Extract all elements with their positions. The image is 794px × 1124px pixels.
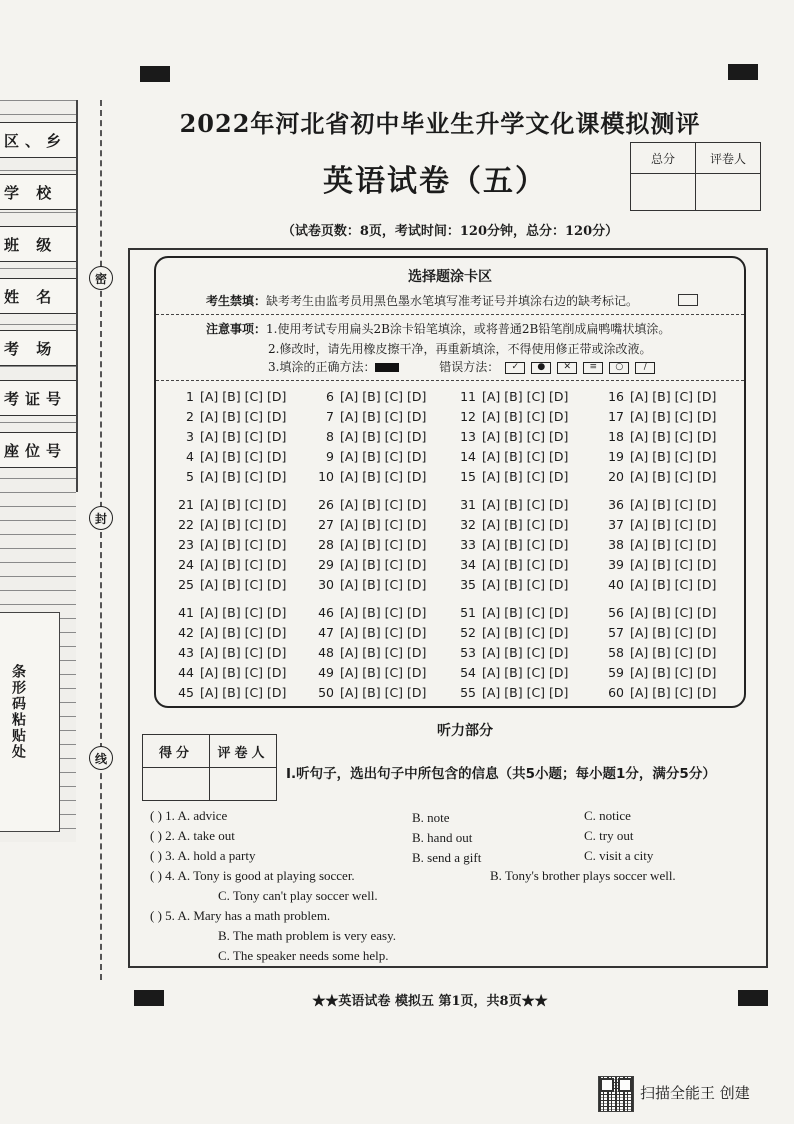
answer-options[interactable]: [A] [B] [C] [D] xyxy=(482,408,569,424)
answer-number: 17 xyxy=(608,408,624,424)
answer-number: 60 xyxy=(608,684,624,700)
grader-cell[interactable] xyxy=(210,768,277,801)
answer-number: 38 xyxy=(608,536,624,552)
answer-row[interactable] xyxy=(314,602,426,622)
answer-number: 40 xyxy=(608,576,624,592)
question-number: 2. xyxy=(165,828,175,843)
answer-number: 41 xyxy=(178,604,194,620)
answer-bracket[interactable]: ( ) xyxy=(150,848,162,863)
answer-row[interactable] xyxy=(314,622,426,642)
answer-row[interactable] xyxy=(174,622,286,642)
answer-row[interactable] xyxy=(314,682,426,702)
binding-line xyxy=(100,100,102,980)
q3-option-b: B. send a gift xyxy=(412,850,482,865)
answer-row[interactable] xyxy=(604,446,716,466)
answer-row[interactable] xyxy=(314,426,426,446)
option-a: A. Tony is good at playing soccer. xyxy=(177,868,355,883)
option-a: A. take out xyxy=(177,828,235,843)
answer-row[interactable] xyxy=(456,386,568,406)
answer-options[interactable]: [A] [B] [C] [D] xyxy=(340,684,427,700)
answer-row[interactable] xyxy=(456,446,568,466)
answer-options[interactable]: [A] [B] [C] [D] xyxy=(482,684,569,700)
answer-row[interactable] xyxy=(314,514,426,534)
correct-fill-sample xyxy=(375,363,399,372)
answer-number: 19 xyxy=(608,448,624,464)
seal-xian: 线 xyxy=(89,746,113,770)
field-seat-number[interactable]: 座位号 xyxy=(0,432,76,468)
answer-options[interactable]: [A] [B] [C] [D] xyxy=(482,448,569,464)
answer-row[interactable] xyxy=(314,534,426,554)
answer-options[interactable]: [A] [B] [C] [D] xyxy=(200,624,287,640)
answer-number: 53 xyxy=(460,644,476,660)
answer-number: 32 xyxy=(460,516,476,532)
answer-number: 16 xyxy=(608,388,624,404)
notes-line-1 xyxy=(206,320,670,337)
field-exam-room[interactable]: 考 场 xyxy=(0,330,76,366)
answer-number: 30 xyxy=(318,576,334,592)
answer-column xyxy=(174,602,286,702)
option-a: A. hold a party xyxy=(177,848,256,863)
answer-row[interactable] xyxy=(456,602,568,622)
answer-bracket[interactable]: ( ) xyxy=(150,828,162,843)
answer-number: 48 xyxy=(318,644,334,660)
answer-options[interactable]: [A] [B] [C] [D] xyxy=(482,664,569,680)
answer-options[interactable]: [A] [B] [C] [D] xyxy=(340,536,427,552)
answer-row[interactable] xyxy=(604,426,716,446)
answer-options[interactable]: [A] [B] [C] [D] xyxy=(340,516,427,532)
answer-number: 3 xyxy=(186,428,194,444)
answer-row[interactable] xyxy=(456,426,568,446)
answer-row[interactable] xyxy=(174,554,286,574)
answer-row[interactable] xyxy=(604,554,716,574)
registration-mark-top-right xyxy=(728,64,758,80)
answer-number: 25 xyxy=(178,576,194,592)
answer-row[interactable] xyxy=(456,494,568,514)
answer-number: 49 xyxy=(318,664,334,680)
q2-option-b: B. hand out xyxy=(412,830,473,845)
answer-number: 37 xyxy=(608,516,624,532)
answer-options[interactable]: [A] [B] [C] [D] xyxy=(630,468,717,484)
answer-options[interactable]: [A] [B] [C] [D] xyxy=(482,388,569,404)
answer-options[interactable]: [A] [B] [C] [D] xyxy=(340,556,427,572)
q1-stem[interactable] xyxy=(150,808,227,824)
answer-row[interactable] xyxy=(174,602,286,622)
answer-number: 57 xyxy=(608,624,624,640)
page-footer: ★★英语试卷 模拟五 第1页，共8页★★ xyxy=(312,994,548,1009)
question-number: 5. xyxy=(165,908,175,923)
answer-number: 23 xyxy=(178,536,194,552)
answer-number: 54 xyxy=(460,664,476,680)
answer-row[interactable] xyxy=(174,514,286,534)
answer-number: 4 xyxy=(186,448,194,464)
answer-row[interactable] xyxy=(604,642,716,662)
answer-row[interactable] xyxy=(604,534,716,554)
answer-row[interactable] xyxy=(604,622,716,642)
answer-row[interactable] xyxy=(456,622,568,642)
answer-column xyxy=(456,602,568,702)
answer-options[interactable]: [A] [B] [C] [D] xyxy=(630,536,717,552)
answer-row[interactable] xyxy=(314,406,426,426)
answer-options[interactable]: [A] [B] [C] [D] xyxy=(482,624,569,640)
notes-line-2: 2.修改时，请先用橡皮擦干净，再重新填涂，不得使用修正带或涂改液。 xyxy=(268,342,652,356)
answer-column xyxy=(456,494,568,594)
answer-row[interactable] xyxy=(314,446,426,466)
answer-options[interactable]: [A] [B] [C] [D] xyxy=(482,576,569,592)
answer-row[interactable] xyxy=(174,406,286,426)
q2-option-c: C. try out xyxy=(584,828,634,843)
option-a: A. advice xyxy=(177,808,228,823)
answer-column xyxy=(314,602,426,702)
answer-options[interactable]: [A] [B] [C] [D] xyxy=(630,496,717,512)
answer-options[interactable]: [A] [B] [C] [D] xyxy=(340,644,427,660)
registration-mark-bottom-right xyxy=(738,990,768,1006)
answer-options[interactable]: [A] [B] [C] [D] xyxy=(200,448,287,464)
answer-options[interactable]: [A] [B] [C] [D] xyxy=(200,468,287,484)
answer-options[interactable]: [A] [B] [C] [D] xyxy=(340,408,427,424)
answer-number: 7 xyxy=(326,408,334,424)
answer-number: 2 xyxy=(186,408,194,424)
total-score-table xyxy=(630,142,761,211)
question-number: 4. xyxy=(165,868,175,883)
answer-number: 20 xyxy=(608,468,624,484)
field-district[interactable]: 区、乡 xyxy=(0,122,76,158)
answer-options[interactable]: [A] [B] [C] [D] xyxy=(340,576,427,592)
answer-row[interactable] xyxy=(456,554,568,574)
answer-options[interactable]: [A] [B] [C] [D] xyxy=(340,468,427,484)
answer-number: 12 xyxy=(460,408,476,424)
answer-options[interactable]: [A] [B] [C] [D] xyxy=(340,624,427,640)
answer-column xyxy=(174,386,286,486)
scanner-watermark: 扫描全能王 创建 xyxy=(640,1084,750,1102)
listening-section-title: 听力部分 xyxy=(437,723,493,739)
answer-options[interactable]: [A] [B] [C] [D] xyxy=(200,516,287,532)
answer-number: 27 xyxy=(318,516,334,532)
answer-options[interactable]: [A] [B] [C] [D] xyxy=(482,556,569,572)
answer-row[interactable] xyxy=(604,514,716,534)
answer-number: 39 xyxy=(608,556,624,572)
note-3-wrong: 错误方法： xyxy=(439,360,500,374)
answer-options[interactable]: [A] [B] [C] [D] xyxy=(482,536,569,552)
field-name[interactable]: 姓 名 xyxy=(0,278,76,314)
answer-options[interactable]: [A] [B] [C] [D] xyxy=(200,576,287,592)
answer-options[interactable]: [A] [B] [C] [D] xyxy=(200,556,287,572)
q4-stem[interactable] xyxy=(150,868,355,884)
answer-options[interactable]: [A] [B] [C] [D] xyxy=(630,556,717,572)
answer-column xyxy=(314,494,426,594)
answer-row[interactable] xyxy=(456,406,568,426)
answer-row[interactable] xyxy=(174,466,286,486)
answer-options[interactable]: [A] [B] [C] [D] xyxy=(200,496,287,512)
answer-row[interactable] xyxy=(314,642,426,662)
answer-number: 28 xyxy=(318,536,334,552)
answer-row[interactable] xyxy=(456,466,568,486)
answer-number: 9 xyxy=(326,448,334,464)
answer-row[interactable] xyxy=(174,534,286,554)
answer-row[interactable] xyxy=(314,662,426,682)
answer-row[interactable] xyxy=(604,406,716,426)
answer-row[interactable] xyxy=(604,494,716,514)
answer-options[interactable]: [A] [B] [C] [D] xyxy=(482,516,569,532)
answer-number: 11 xyxy=(460,388,476,404)
answer-row[interactable] xyxy=(174,494,286,514)
answer-number: 58 xyxy=(608,644,624,660)
answer-row[interactable] xyxy=(174,642,286,662)
q4-option-b: B. Tony's brother plays soccer well. xyxy=(490,868,676,883)
answer-number: 36 xyxy=(608,496,624,512)
note-1: 1.使用考试专用扁头2B涂卡铅笔填涂，或将普通2B铅笔削成扁鸭嘴状填涂。 xyxy=(266,322,671,336)
answer-row[interactable] xyxy=(314,574,426,594)
answer-options[interactable]: [A] [B] [C] [D] xyxy=(340,496,427,512)
answer-options[interactable]: [A] [B] [C] [D] xyxy=(630,408,717,424)
field-class[interactable]: 班 级 xyxy=(0,226,76,262)
answer-options[interactable]: [A] [B] [C] [D] xyxy=(482,644,569,660)
answer-options[interactable]: [A] [B] [C] [D] xyxy=(340,428,427,444)
answer-number: 59 xyxy=(608,664,624,680)
answer-options[interactable]: [A] [B] [C] [D] xyxy=(630,604,717,620)
answer-row[interactable] xyxy=(174,682,286,702)
q4-option-c: C. Tony can't play soccer well. xyxy=(218,888,378,903)
answer-row[interactable] xyxy=(604,602,716,622)
answer-row[interactable] xyxy=(456,662,568,682)
answer-options[interactable]: [A] [B] [C] [D] xyxy=(200,664,287,680)
answer-column xyxy=(456,386,568,486)
answer-options[interactable]: [A] [B] [C] [D] xyxy=(200,644,287,660)
barcode-label: 条形码粘贴处 xyxy=(10,664,26,760)
answer-row[interactable] xyxy=(604,466,716,486)
q3-stem[interactable] xyxy=(150,848,255,864)
answer-options[interactable]: [A] [B] [C] [D] xyxy=(630,388,717,404)
answer-options[interactable]: [A] [B] [C] [D] xyxy=(200,536,287,552)
q2-stem[interactable] xyxy=(150,828,235,844)
note-3-correct: 3.填涂的正确方法： xyxy=(268,360,376,374)
answer-options[interactable]: [A] [B] [C] [D] xyxy=(630,516,717,532)
answer-row[interactable] xyxy=(314,494,426,514)
answer-row[interactable] xyxy=(174,386,286,406)
grader-cell[interactable] xyxy=(696,174,761,211)
q1-option-b: B. note xyxy=(412,810,450,825)
answer-row[interactable] xyxy=(174,574,286,594)
q3-option-c: C. visit a city xyxy=(584,848,654,863)
qr-code-icon xyxy=(598,1076,634,1112)
answer-number: 21 xyxy=(178,496,194,512)
answer-number: 35 xyxy=(460,576,476,592)
answer-number: 55 xyxy=(460,684,476,700)
total-score-cell[interactable] xyxy=(631,174,696,211)
answer-options[interactable]: [A] [B] [C] [D] xyxy=(200,428,287,444)
answer-row[interactable] xyxy=(314,386,426,406)
forbid-label: 考生禁填： xyxy=(206,294,267,308)
answer-number: 43 xyxy=(178,644,194,660)
answer-options[interactable]: [A] [B] [C] [D] xyxy=(482,468,569,484)
answer-row[interactable] xyxy=(604,386,716,406)
answer-number: 52 xyxy=(460,624,476,640)
answer-number: 18 xyxy=(608,428,624,444)
option-a: A. Mary has a math problem. xyxy=(177,908,331,923)
forbid-text: 缺考考生由监考员用黑色墨水笔填写准考证号并填涂右边的缺考标记。 xyxy=(266,294,639,308)
answer-options[interactable]: [A] [B] [C] [D] xyxy=(630,448,717,464)
wrong-lines-icon: ≡ xyxy=(583,362,603,374)
answer-options[interactable]: [A] [B] [C] [D] xyxy=(200,388,287,404)
answer-number: 33 xyxy=(460,536,476,552)
notes-label: 注意事项： xyxy=(206,322,267,336)
answer-options[interactable]: [A] [B] [C] [D] xyxy=(482,428,569,444)
answer-options[interactable]: [A] [B] [C] [D] xyxy=(340,448,427,464)
separator xyxy=(156,314,744,315)
wrong-slash-icon: ∕ xyxy=(635,362,655,374)
answer-number: 31 xyxy=(460,496,476,512)
answer-column xyxy=(604,386,716,486)
grader-label: 评卷人 xyxy=(696,143,761,174)
answer-column xyxy=(314,386,426,486)
wrong-check-icon: ✓ xyxy=(505,362,525,374)
exam-title: 2022年河北省初中毕业生升学文化课模拟测评 xyxy=(179,109,701,138)
answer-number: 14 xyxy=(460,448,476,464)
question-number: 1. xyxy=(165,808,175,823)
answer-number: 10 xyxy=(318,468,334,484)
answer-column xyxy=(174,494,286,594)
answer-row[interactable] xyxy=(174,446,286,466)
forbid-note xyxy=(206,292,638,309)
q5-stem[interactable] xyxy=(150,908,330,924)
answer-number: 50 xyxy=(318,684,334,700)
answer-options[interactable]: [A] [B] [C] [D] xyxy=(200,408,287,424)
registration-mark-top-left xyxy=(140,66,170,82)
notes-line-3 xyxy=(268,358,655,375)
wrong-dot-icon: ● xyxy=(531,362,551,374)
answer-row[interactable] xyxy=(456,574,568,594)
q5-option-c: C. The speaker needs some help. xyxy=(218,948,389,963)
answer-options[interactable]: [A] [B] [C] [D] xyxy=(340,604,427,620)
answer-options[interactable]: [A] [B] [C] [D] xyxy=(630,644,717,660)
answer-bracket[interactable]: ( ) xyxy=(150,808,162,823)
answer-number: 46 xyxy=(318,604,334,620)
answer-number: 15 xyxy=(460,468,476,484)
answer-row[interactable] xyxy=(604,574,716,594)
answer-options[interactable]: [A] [B] [C] [D] xyxy=(630,428,717,444)
answer-number: 44 xyxy=(178,664,194,680)
score-label: 得分 xyxy=(143,735,210,768)
answer-number: 22 xyxy=(178,516,194,532)
answer-row[interactable] xyxy=(174,662,286,682)
answer-row[interactable] xyxy=(314,554,426,574)
answer-options[interactable]: [A] [B] [C] [D] xyxy=(200,604,287,620)
answer-number: 47 xyxy=(318,624,334,640)
q5-option-b: B. The math problem is very easy. xyxy=(218,928,396,943)
answer-options[interactable]: [A] [B] [C] [D] xyxy=(630,576,717,592)
answer-options[interactable]: [A] [B] [C] [D] xyxy=(630,684,717,700)
answer-number: 1 xyxy=(186,388,194,404)
exam-info: （试卷页数：8页，考试时间：120分钟，总分：120分） xyxy=(281,224,619,239)
listening-instruction: Ⅰ.听句子，选出句子中所包含的信息（共5小题；每小题1分，满分5分） xyxy=(286,766,716,782)
answer-number: 29 xyxy=(318,556,334,572)
answer-options[interactable]: [A] [B] [C] [D] xyxy=(340,388,427,404)
answer-number: 6 xyxy=(326,388,334,404)
answer-number: 42 xyxy=(178,624,194,640)
answer-row[interactable] xyxy=(314,466,426,486)
answer-options[interactable]: [A] [B] [C] [D] xyxy=(630,664,717,680)
absent-mark-box[interactable] xyxy=(678,294,698,306)
answer-number: 34 xyxy=(460,556,476,572)
section-score-table xyxy=(142,734,277,801)
answer-options[interactable]: [A] [B] [C] [D] xyxy=(482,496,569,512)
wrong-oval-icon: ○ xyxy=(609,362,629,374)
answer-column xyxy=(604,494,716,594)
answer-bracket[interactable]: ( ) xyxy=(150,908,162,923)
answer-number: 51 xyxy=(460,604,476,620)
seal-mi: 密 xyxy=(89,266,113,290)
answer-number: 26 xyxy=(318,496,334,512)
exam-subtitle: 英语试卷（五） xyxy=(323,164,547,199)
answer-number: 8 xyxy=(326,428,334,444)
answer-row[interactable] xyxy=(456,514,568,534)
answer-number: 5 xyxy=(186,468,194,484)
question-number: 3. xyxy=(165,848,175,863)
answer-row[interactable] xyxy=(604,662,716,682)
grader-label: 评卷人 xyxy=(210,735,277,768)
answer-row[interactable] xyxy=(456,682,568,702)
answer-options[interactable]: [A] [B] [C] [D] xyxy=(200,684,287,700)
answer-row[interactable] xyxy=(604,682,716,702)
wrong-cross-icon: ✕ xyxy=(557,362,577,374)
q1-option-c: C. notice xyxy=(584,808,631,823)
answer-row[interactable] xyxy=(456,642,568,662)
answer-sheet-title: 选择题涂卡区 xyxy=(408,269,492,285)
answer-options[interactable]: [A] [B] [C] [D] xyxy=(482,604,569,620)
registration-mark-bottom-left xyxy=(134,990,164,1006)
answer-number: 45 xyxy=(178,684,194,700)
answer-column xyxy=(604,602,716,702)
answer-number: 24 xyxy=(178,556,194,572)
answer-number: 13 xyxy=(460,428,476,444)
seal-feng: 封 xyxy=(89,506,113,530)
answer-number: 56 xyxy=(608,604,624,620)
answer-options[interactable]: [A] [B] [C] [D] xyxy=(630,624,717,640)
field-school[interactable]: 学 校 xyxy=(0,174,76,210)
answer-bracket[interactable]: ( ) xyxy=(150,868,162,883)
score-cell[interactable] xyxy=(143,768,210,801)
answer-row[interactable] xyxy=(174,426,286,446)
field-exam-number[interactable]: 考证号 xyxy=(0,380,76,416)
total-score-label: 总分 xyxy=(631,143,696,174)
answer-options[interactable]: [A] [B] [C] [D] xyxy=(340,664,427,680)
answer-row[interactable] xyxy=(456,534,568,554)
separator xyxy=(156,380,744,381)
